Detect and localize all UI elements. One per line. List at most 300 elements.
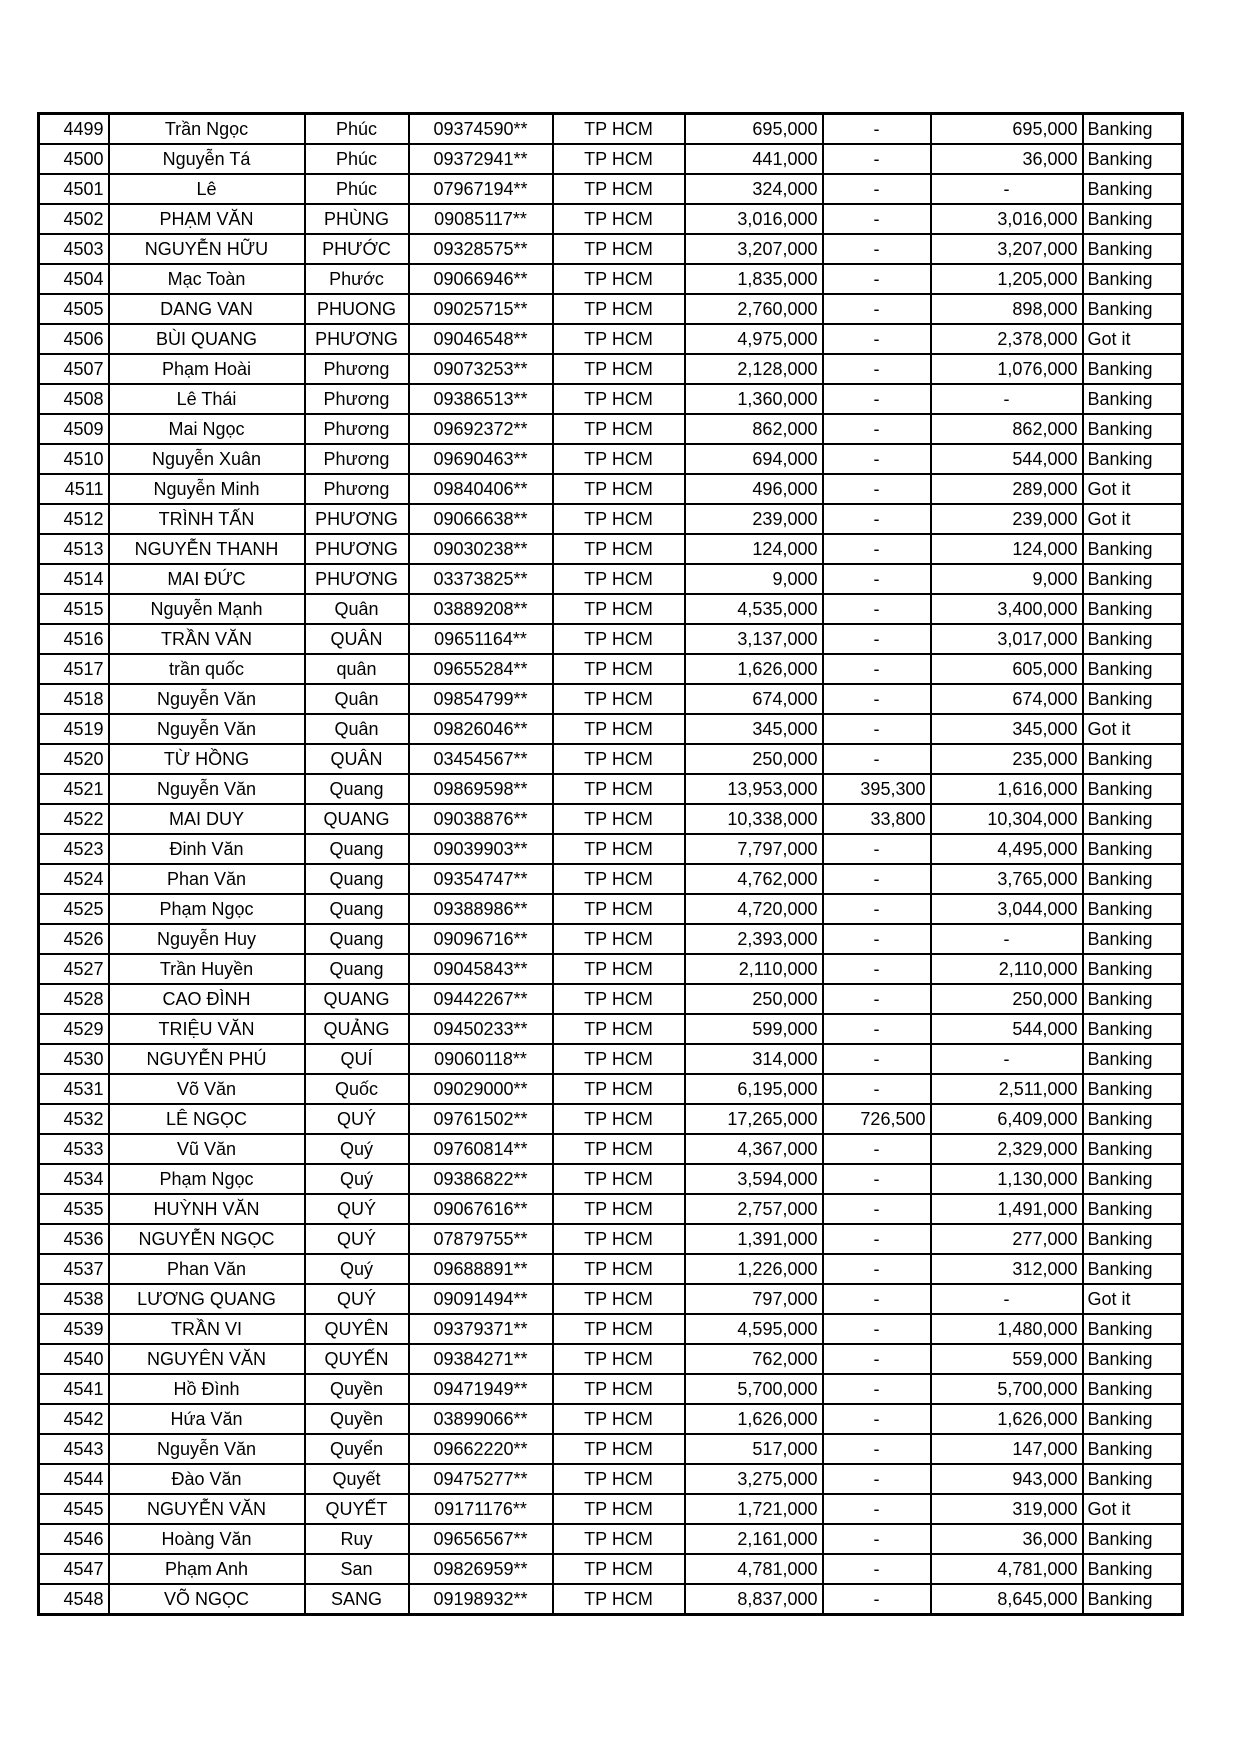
cell-city: TP HCM bbox=[553, 684, 685, 714]
cell-last-name: QUYÊN bbox=[305, 1314, 409, 1344]
cell-row-id: 4529 bbox=[39, 1014, 109, 1044]
cell-city: TP HCM bbox=[553, 1224, 685, 1254]
cell-row-id: 4522 bbox=[39, 804, 109, 834]
cell-row-id: 4518 bbox=[39, 684, 109, 714]
cell-last-name: QUÝ bbox=[305, 1224, 409, 1254]
cell-city: TP HCM bbox=[553, 864, 685, 894]
cell-phone-masked: 09029000** bbox=[409, 1074, 553, 1104]
cell-amount-deducted: - bbox=[823, 264, 931, 294]
cell-amount-total: 1,360,000 bbox=[685, 384, 823, 414]
cell-status: Banking bbox=[1083, 624, 1183, 654]
cell-amount-received: 36,000 bbox=[931, 1524, 1083, 1554]
cell-last-name: Quang bbox=[305, 834, 409, 864]
cell-last-name: QUYẾN bbox=[305, 1344, 409, 1374]
cell-status: Banking bbox=[1083, 1164, 1183, 1194]
cell-last-name: PHÙNG bbox=[305, 204, 409, 234]
table-row bbox=[39, 174, 1183, 204]
cell-first-name: LÊ NGỌC bbox=[109, 1104, 305, 1134]
cell-first-name: HUỲNH VĂN bbox=[109, 1194, 305, 1224]
cell-amount-received: 2,378,000 bbox=[931, 324, 1083, 354]
cell-amount-total: 5,700,000 bbox=[685, 1374, 823, 1404]
cell-amount-received: - bbox=[931, 1284, 1083, 1314]
cell-status: Banking bbox=[1083, 564, 1183, 594]
cell-last-name: Phương bbox=[305, 474, 409, 504]
cell-amount-total: 441,000 bbox=[685, 144, 823, 174]
table-row bbox=[39, 1074, 1183, 1104]
cell-amount-received: - bbox=[931, 1044, 1083, 1074]
cell-amount-received: - bbox=[931, 384, 1083, 414]
cell-status: Banking bbox=[1083, 204, 1183, 234]
cell-amount-deducted: - bbox=[823, 444, 931, 474]
cell-amount-total: 862,000 bbox=[685, 414, 823, 444]
cell-status: Banking bbox=[1083, 594, 1183, 624]
cell-first-name: VÕ NGỌC bbox=[109, 1584, 305, 1615]
cell-last-name: QUANG bbox=[305, 984, 409, 1014]
cell-city: TP HCM bbox=[553, 1404, 685, 1434]
cell-amount-received: 695,000 bbox=[931, 114, 1083, 145]
cell-amount-received: 2,511,000 bbox=[931, 1074, 1083, 1104]
cell-city: TP HCM bbox=[553, 1164, 685, 1194]
cell-last-name: PHƯƠNG bbox=[305, 324, 409, 354]
cell-phone-masked: 09690463** bbox=[409, 444, 553, 474]
cell-last-name: Quốc bbox=[305, 1074, 409, 1104]
cell-status: Banking bbox=[1083, 444, 1183, 474]
cell-amount-received: 9,000 bbox=[931, 564, 1083, 594]
cell-status: Banking bbox=[1083, 534, 1183, 564]
cell-first-name: Võ Văn bbox=[109, 1074, 305, 1104]
cell-last-name: Quang bbox=[305, 774, 409, 804]
cell-first-name: Nguyễn Văn bbox=[109, 684, 305, 714]
table-row bbox=[39, 384, 1183, 414]
cell-amount-total: 496,000 bbox=[685, 474, 823, 504]
cell-phone-masked: 09039903** bbox=[409, 834, 553, 864]
cell-amount-total: 2,757,000 bbox=[685, 1194, 823, 1224]
cell-status: Banking bbox=[1083, 234, 1183, 264]
cell-amount-deducted: - bbox=[823, 984, 931, 1014]
cell-status: Banking bbox=[1083, 1524, 1183, 1554]
cell-amount-deducted: - bbox=[823, 144, 931, 174]
cell-row-id: 4511 bbox=[39, 474, 109, 504]
cell-phone-masked: 09085117** bbox=[409, 204, 553, 234]
cell-phone-masked: 09760814** bbox=[409, 1134, 553, 1164]
cell-first-name: Đinh Văn bbox=[109, 834, 305, 864]
cell-amount-deducted: - bbox=[823, 474, 931, 504]
cell-amount-total: 2,110,000 bbox=[685, 954, 823, 984]
cell-amount-deducted: - bbox=[823, 1344, 931, 1374]
cell-amount-received: 3,017,000 bbox=[931, 624, 1083, 654]
cell-amount-received: 3,207,000 bbox=[931, 234, 1083, 264]
cell-amount-total: 3,275,000 bbox=[685, 1464, 823, 1494]
cell-amount-deducted: - bbox=[823, 954, 931, 984]
cell-amount-received: 4,781,000 bbox=[931, 1554, 1083, 1584]
cell-status: Banking bbox=[1083, 684, 1183, 714]
cell-row-id: 4528 bbox=[39, 984, 109, 1014]
cell-phone-masked: 03373825** bbox=[409, 564, 553, 594]
spreadsheet-page bbox=[37, 112, 1184, 1616]
cell-first-name: Nguyễn Xuân bbox=[109, 444, 305, 474]
cell-amount-deducted: - bbox=[823, 1584, 931, 1615]
cell-phone-masked: 07879755** bbox=[409, 1224, 553, 1254]
cell-city: TP HCM bbox=[553, 624, 685, 654]
cell-city: TP HCM bbox=[553, 1134, 685, 1164]
cell-row-id: 4546 bbox=[39, 1524, 109, 1554]
cell-last-name: QUÝ bbox=[305, 1194, 409, 1224]
cell-row-id: 4512 bbox=[39, 504, 109, 534]
cell-amount-total: 2,760,000 bbox=[685, 294, 823, 324]
table-row bbox=[39, 1374, 1183, 1404]
cell-row-id: 4538 bbox=[39, 1284, 109, 1314]
cell-amount-received: 1,130,000 bbox=[931, 1164, 1083, 1194]
table-row bbox=[39, 144, 1183, 174]
cell-amount-deducted: 726,500 bbox=[823, 1104, 931, 1134]
cell-row-id: 4525 bbox=[39, 894, 109, 924]
cell-amount-total: 250,000 bbox=[685, 744, 823, 774]
cell-amount-deducted: - bbox=[823, 1314, 931, 1344]
cell-city: TP HCM bbox=[553, 984, 685, 1014]
cell-phone-masked: 09662220** bbox=[409, 1434, 553, 1464]
cell-city: TP HCM bbox=[553, 354, 685, 384]
cell-first-name: NGUYÊN VĂN bbox=[109, 1344, 305, 1374]
cell-row-id: 4524 bbox=[39, 864, 109, 894]
cell-city: TP HCM bbox=[553, 384, 685, 414]
table-row bbox=[39, 294, 1183, 324]
cell-amount-received: 36,000 bbox=[931, 144, 1083, 174]
cell-amount-deducted: - bbox=[823, 294, 931, 324]
cell-phone-masked: 09328575** bbox=[409, 234, 553, 264]
cell-amount-deducted: - bbox=[823, 1554, 931, 1584]
cell-amount-deducted: - bbox=[823, 654, 931, 684]
cell-phone-masked: 09030238** bbox=[409, 534, 553, 564]
cell-amount-received: 943,000 bbox=[931, 1464, 1083, 1494]
table-row bbox=[39, 1434, 1183, 1464]
cell-first-name: NGUYỄN THANH bbox=[109, 534, 305, 564]
cell-first-name: Hoàng Văn bbox=[109, 1524, 305, 1554]
table-row bbox=[39, 954, 1183, 984]
cell-city: TP HCM bbox=[553, 204, 685, 234]
cell-amount-deducted: - bbox=[823, 834, 931, 864]
cell-row-id: 4509 bbox=[39, 414, 109, 444]
cell-row-id: 4542 bbox=[39, 1404, 109, 1434]
cell-amount-deducted: - bbox=[823, 1464, 931, 1494]
cell-amount-deducted: - bbox=[823, 1014, 931, 1044]
cell-amount-received: 10,304,000 bbox=[931, 804, 1083, 834]
cell-amount-received: 8,645,000 bbox=[931, 1584, 1083, 1615]
cell-amount-deducted: - bbox=[823, 1254, 931, 1284]
cell-amount-total: 3,137,000 bbox=[685, 624, 823, 654]
cell-last-name: Quý bbox=[305, 1134, 409, 1164]
cell-status: Banking bbox=[1083, 1194, 1183, 1224]
cell-phone-masked: 09066638** bbox=[409, 504, 553, 534]
cell-status: Banking bbox=[1083, 654, 1183, 684]
cell-last-name: PHƯỚC bbox=[305, 234, 409, 264]
cell-last-name: Quyền bbox=[305, 1404, 409, 1434]
cell-city: TP HCM bbox=[553, 144, 685, 174]
cell-last-name: Quân bbox=[305, 684, 409, 714]
cell-city: TP HCM bbox=[553, 1434, 685, 1464]
table-row bbox=[39, 804, 1183, 834]
cell-row-id: 4506 bbox=[39, 324, 109, 354]
cell-first-name: Phạm Ngọc bbox=[109, 894, 305, 924]
cell-first-name: NGUYỄN NGỌC bbox=[109, 1224, 305, 1254]
cell-last-name: Phúc bbox=[305, 174, 409, 204]
cell-phone-masked: 09475277** bbox=[409, 1464, 553, 1494]
cell-phone-masked: 09198932** bbox=[409, 1584, 553, 1615]
cell-amount-received: 898,000 bbox=[931, 294, 1083, 324]
cell-amount-total: 797,000 bbox=[685, 1284, 823, 1314]
cell-phone-masked: 09354747** bbox=[409, 864, 553, 894]
cell-phone-masked: 09372941** bbox=[409, 144, 553, 174]
cell-amount-deducted: - bbox=[823, 234, 931, 264]
table-row bbox=[39, 1194, 1183, 1224]
table-row bbox=[39, 1164, 1183, 1194]
cell-status: Banking bbox=[1083, 1254, 1183, 1284]
cell-phone-masked: 09025715** bbox=[409, 294, 553, 324]
cell-amount-received: 319,000 bbox=[931, 1494, 1083, 1524]
table-row bbox=[39, 354, 1183, 384]
cell-row-id: 4531 bbox=[39, 1074, 109, 1104]
cell-row-id: 4501 bbox=[39, 174, 109, 204]
cell-amount-deducted: - bbox=[823, 864, 931, 894]
cell-row-id: 4533 bbox=[39, 1134, 109, 1164]
cell-status: Banking bbox=[1083, 1224, 1183, 1254]
cell-first-name: Nguyễn Minh bbox=[109, 474, 305, 504]
cell-row-id: 4534 bbox=[39, 1164, 109, 1194]
cell-city: TP HCM bbox=[553, 954, 685, 984]
cell-last-name: QUẢNG bbox=[305, 1014, 409, 1044]
cell-first-name: TỪ HỒNG bbox=[109, 744, 305, 774]
cell-amount-deducted: - bbox=[823, 504, 931, 534]
cell-amount-total: 762,000 bbox=[685, 1344, 823, 1374]
cell-status: Banking bbox=[1083, 1104, 1183, 1134]
cell-first-name: TRẦN VI bbox=[109, 1314, 305, 1344]
cell-status: Banking bbox=[1083, 924, 1183, 954]
cell-phone-masked: 07967194** bbox=[409, 174, 553, 204]
cell-amount-total: 4,535,000 bbox=[685, 594, 823, 624]
cell-status: Banking bbox=[1083, 1464, 1183, 1494]
cell-row-id: 4499 bbox=[39, 114, 109, 145]
cell-last-name: Phương bbox=[305, 414, 409, 444]
cell-first-name: PHẠM VĂN bbox=[109, 204, 305, 234]
cell-row-id: 4539 bbox=[39, 1314, 109, 1344]
cell-city: TP HCM bbox=[553, 744, 685, 774]
cell-city: TP HCM bbox=[553, 1554, 685, 1584]
table-row bbox=[39, 1014, 1183, 1044]
cell-amount-deducted: - bbox=[823, 174, 931, 204]
cell-amount-total: 2,393,000 bbox=[685, 924, 823, 954]
cell-city: TP HCM bbox=[553, 294, 685, 324]
cell-amount-deducted: - bbox=[823, 624, 931, 654]
cell-amount-deducted: - bbox=[823, 1194, 931, 1224]
cell-amount-received: 605,000 bbox=[931, 654, 1083, 684]
cell-amount-received: 674,000 bbox=[931, 684, 1083, 714]
cell-phone-masked: 09655284** bbox=[409, 654, 553, 684]
cell-amount-total: 10,338,000 bbox=[685, 804, 823, 834]
cell-phone-masked: 09840406** bbox=[409, 474, 553, 504]
cell-amount-deducted: - bbox=[823, 354, 931, 384]
table-row bbox=[39, 834, 1183, 864]
cell-row-id: 4530 bbox=[39, 1044, 109, 1074]
cell-city: TP HCM bbox=[553, 564, 685, 594]
cell-row-id: 4502 bbox=[39, 204, 109, 234]
cell-phone-masked: 09073253** bbox=[409, 354, 553, 384]
cell-status: Got it bbox=[1083, 714, 1183, 744]
cell-first-name: MAI DUY bbox=[109, 804, 305, 834]
cell-last-name: PHƯƠNG bbox=[305, 504, 409, 534]
cell-first-name: Nguyễn Mạnh bbox=[109, 594, 305, 624]
cell-amount-received: 3,016,000 bbox=[931, 204, 1083, 234]
cell-phone-masked: 09692372** bbox=[409, 414, 553, 444]
cell-status: Got it bbox=[1083, 504, 1183, 534]
cell-amount-deducted: - bbox=[823, 1224, 931, 1254]
cell-phone-masked: 09060118** bbox=[409, 1044, 553, 1074]
table-row bbox=[39, 534, 1183, 564]
table-row bbox=[39, 894, 1183, 924]
cell-last-name: Quang bbox=[305, 954, 409, 984]
cell-last-name: Quý bbox=[305, 1164, 409, 1194]
cell-amount-total: 124,000 bbox=[685, 534, 823, 564]
table-row bbox=[39, 234, 1183, 264]
cell-last-name: quân bbox=[305, 654, 409, 684]
cell-phone-masked: 09386822** bbox=[409, 1164, 553, 1194]
cell-last-name: QUÝ bbox=[305, 1104, 409, 1134]
cell-row-id: 4513 bbox=[39, 534, 109, 564]
cell-amount-total: 1,721,000 bbox=[685, 1494, 823, 1524]
cell-amount-total: 3,207,000 bbox=[685, 234, 823, 264]
cell-amount-total: 4,367,000 bbox=[685, 1134, 823, 1164]
cell-row-id: 4532 bbox=[39, 1104, 109, 1134]
cell-row-id: 4536 bbox=[39, 1224, 109, 1254]
cell-row-id: 4535 bbox=[39, 1194, 109, 1224]
cell-last-name: Quyền bbox=[305, 1374, 409, 1404]
cell-row-id: 4527 bbox=[39, 954, 109, 984]
cell-amount-deducted: 33,800 bbox=[823, 804, 931, 834]
cell-city: TP HCM bbox=[553, 924, 685, 954]
cell-amount-total: 1,626,000 bbox=[685, 1404, 823, 1434]
cell-city: TP HCM bbox=[553, 1464, 685, 1494]
cell-amount-received: - bbox=[931, 174, 1083, 204]
table-row bbox=[39, 774, 1183, 804]
table-row bbox=[39, 1254, 1183, 1284]
cell-first-name: DANG VAN bbox=[109, 294, 305, 324]
cell-phone-masked: 09096716** bbox=[409, 924, 553, 954]
table-row bbox=[39, 1104, 1183, 1134]
cell-amount-total: 695,000 bbox=[685, 114, 823, 145]
cell-city: TP HCM bbox=[553, 1494, 685, 1524]
cell-amount-received: 1,480,000 bbox=[931, 1314, 1083, 1344]
cell-status: Banking bbox=[1083, 174, 1183, 204]
cell-phone-masked: 09869598** bbox=[409, 774, 553, 804]
cell-status: Banking bbox=[1083, 954, 1183, 984]
cell-last-name: Phương bbox=[305, 444, 409, 474]
cell-amount-deducted: - bbox=[823, 1524, 931, 1554]
cell-amount-received: 277,000 bbox=[931, 1224, 1083, 1254]
cell-amount-total: 7,797,000 bbox=[685, 834, 823, 864]
cell-amount-total: 4,595,000 bbox=[685, 1314, 823, 1344]
cell-row-id: 4516 bbox=[39, 624, 109, 654]
cell-row-id: 4507 bbox=[39, 354, 109, 384]
cell-amount-received: 147,000 bbox=[931, 1434, 1083, 1464]
cell-city: TP HCM bbox=[553, 1314, 685, 1344]
cell-amount-total: 4,720,000 bbox=[685, 894, 823, 924]
table-row bbox=[39, 1284, 1183, 1314]
cell-city: TP HCM bbox=[553, 834, 685, 864]
table-row bbox=[39, 264, 1183, 294]
cell-row-id: 4523 bbox=[39, 834, 109, 864]
cell-amount-total: 674,000 bbox=[685, 684, 823, 714]
table-row bbox=[39, 1584, 1183, 1615]
cell-amount-deducted: - bbox=[823, 1044, 931, 1074]
cell-amount-deducted: - bbox=[823, 534, 931, 564]
cell-amount-total: 517,000 bbox=[685, 1434, 823, 1464]
cell-amount-deducted: - bbox=[823, 1164, 931, 1194]
cell-city: TP HCM bbox=[553, 264, 685, 294]
table-row bbox=[39, 924, 1183, 954]
table-row bbox=[39, 114, 1183, 145]
table-row bbox=[39, 654, 1183, 684]
cell-status: Got it bbox=[1083, 1494, 1183, 1524]
cell-status: Banking bbox=[1083, 1404, 1183, 1434]
cell-row-id: 4517 bbox=[39, 654, 109, 684]
cell-row-id: 4515 bbox=[39, 594, 109, 624]
table-row bbox=[39, 1044, 1183, 1074]
cell-row-id: 4505 bbox=[39, 294, 109, 324]
cell-last-name: Ruy bbox=[305, 1524, 409, 1554]
cell-last-name: San bbox=[305, 1554, 409, 1584]
table-row bbox=[39, 684, 1183, 714]
cell-status: Banking bbox=[1083, 414, 1183, 444]
table-row bbox=[39, 444, 1183, 474]
cell-amount-deducted: - bbox=[823, 744, 931, 774]
cell-phone-masked: 09386513** bbox=[409, 384, 553, 414]
table-row bbox=[39, 1134, 1183, 1164]
cell-last-name: SANG bbox=[305, 1584, 409, 1615]
cell-status: Banking bbox=[1083, 984, 1183, 1014]
cell-last-name: Quyển bbox=[305, 1434, 409, 1464]
cell-first-name: Nguyễn Văn bbox=[109, 714, 305, 744]
cell-last-name: QUÝ bbox=[305, 1284, 409, 1314]
cell-amount-total: 599,000 bbox=[685, 1014, 823, 1044]
cell-status: Got it bbox=[1083, 474, 1183, 504]
cell-row-id: 4545 bbox=[39, 1494, 109, 1524]
cell-city: TP HCM bbox=[553, 894, 685, 924]
table-row bbox=[39, 1314, 1183, 1344]
cell-status: Banking bbox=[1083, 354, 1183, 384]
cell-first-name: Mai Ngọc bbox=[109, 414, 305, 444]
cell-last-name: QUYẾT bbox=[305, 1494, 409, 1524]
table-row bbox=[39, 564, 1183, 594]
cell-amount-total: 3,594,000 bbox=[685, 1164, 823, 1194]
cell-city: TP HCM bbox=[553, 1254, 685, 1284]
cell-last-name: Quân bbox=[305, 594, 409, 624]
table-row bbox=[39, 414, 1183, 444]
cell-status: Banking bbox=[1083, 1434, 1183, 1464]
cell-phone-masked: 09384271** bbox=[409, 1344, 553, 1374]
cell-row-id: 4508 bbox=[39, 384, 109, 414]
cell-status: Banking bbox=[1083, 1044, 1183, 1074]
cell-city: TP HCM bbox=[553, 324, 685, 354]
cell-phone-masked: 09388986** bbox=[409, 894, 553, 924]
cell-phone-masked: 09656567** bbox=[409, 1524, 553, 1554]
cell-amount-total: 2,161,000 bbox=[685, 1524, 823, 1554]
cell-phone-masked: 03889208** bbox=[409, 594, 553, 624]
cell-last-name: Quân bbox=[305, 714, 409, 744]
cell-status: Banking bbox=[1083, 744, 1183, 774]
table-row bbox=[39, 744, 1183, 774]
cell-status: Banking bbox=[1083, 864, 1183, 894]
cell-amount-total: 4,975,000 bbox=[685, 324, 823, 354]
cell-row-id: 4540 bbox=[39, 1344, 109, 1374]
cell-first-name: Phạm Ngọc bbox=[109, 1164, 305, 1194]
